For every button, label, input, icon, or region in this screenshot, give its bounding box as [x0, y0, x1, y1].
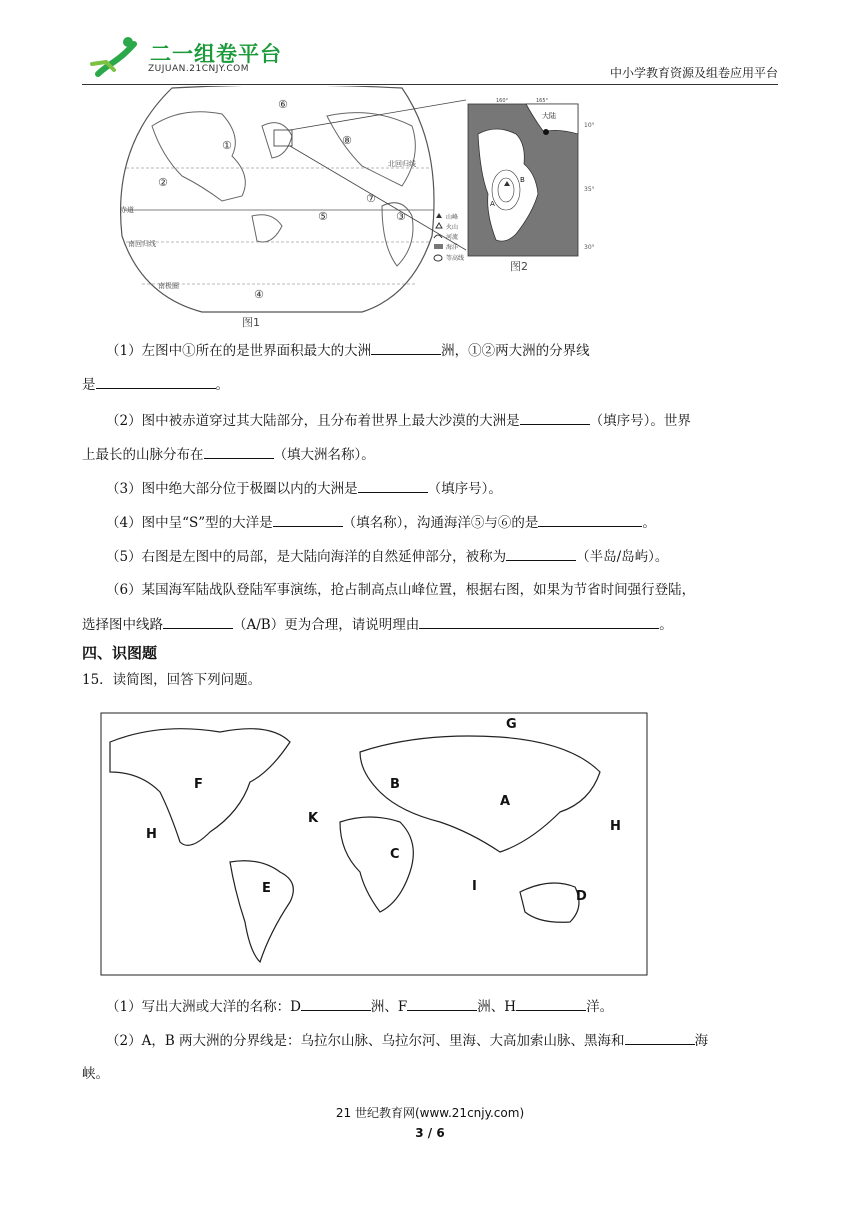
answer-blank[interactable]: [163, 614, 233, 629]
answer-blank[interactable]: [358, 478, 428, 493]
answer-blank[interactable]: [516, 996, 586, 1011]
q14-2-line2: 上最长的山脉分布在 （填大洲名称）。: [82, 444, 375, 465]
header-divider: [82, 84, 778, 85]
runner-logo-icon: [88, 34, 148, 82]
map1-label-1: ①: [222, 139, 232, 152]
map1-label-5: ⑤: [318, 210, 328, 223]
q14-3: （3）图中绝大部分位于极圈以内的大洲是 （填序号）。: [106, 478, 502, 499]
map2-mainland-label: 大陆: [542, 112, 556, 120]
map3-label-g: G: [506, 717, 517, 732]
q14-5: （5）右图是左图中的局部，是大陆向海洋的自然延伸部分，被称为 （半岛/岛屿）。: [106, 546, 668, 567]
svg-text:等高线: 等高线: [446, 255, 465, 262]
q14-6-line1: （6）某国海军陆战队登陆军事演练，抢占制高点山峰位置，根据右图，如果为节省时间强行登陆，: [106, 582, 696, 598]
map1-label-4: ④: [254, 288, 264, 301]
map3-label-e: E: [262, 881, 271, 896]
svg-text:165°: 165°: [536, 98, 549, 104]
map2-route-a: A: [490, 200, 495, 208]
map1-label-7: ⑦: [366, 192, 376, 205]
header-tagline: 中小学教育资源及组卷应用平台: [609, 66, 778, 80]
figure-1-caption: 图1: [242, 316, 260, 329]
map1-equator-label: 赤道: [120, 206, 134, 214]
map1-label-6: ⑥: [278, 98, 288, 111]
map3-label-c: C: [390, 847, 400, 862]
q14-2-line1: （2）图中被赤道穿过其大陆部分，且分布着世界上最大沙漠的大洲是 （填序号）。世界: [106, 410, 691, 431]
map1-label-8: ⑧: [342, 134, 352, 147]
svg-text:山峰: 山峰: [446, 214, 459, 221]
q14-6-line2: 选择图中线路 （A/B）更为合理，请说明理由 。: [82, 614, 673, 635]
answer-blank[interactable]: [96, 374, 216, 389]
answer-blank[interactable]: [407, 996, 477, 1011]
answer-blank[interactable]: [204, 444, 274, 459]
logo-subtitle: ZUJUAN.21CNJY.COM: [148, 64, 250, 74]
map3-label-k: K: [308, 811, 319, 826]
map3-label-d: D: [576, 889, 587, 904]
answer-blank[interactable]: [520, 410, 590, 425]
svg-text:火山: 火山: [446, 224, 459, 231]
answer-blank[interactable]: [506, 546, 576, 561]
answer-blank[interactable]: [625, 1030, 695, 1045]
map1-label-2: ②: [158, 176, 168, 189]
page-number: 3 / 6: [415, 1126, 445, 1140]
q14-1-line2: 是 。: [82, 374, 229, 395]
logo-title: 二一组卷平台: [150, 42, 282, 66]
q14-4: （4）图中呈“S”型的大洋是 （填名称），沟通海洋⑤与⑥的是 。: [106, 512, 656, 533]
q15-1: （1）写出大洲或大洋的名称：D 洲、F 洲、H 洋。: [106, 996, 613, 1017]
q15-2-line2: 峡。: [82, 1066, 109, 1082]
answer-blank[interactable]: [419, 614, 659, 629]
section-4-title: 四、识图题: [82, 644, 158, 662]
svg-text:海洋: 海洋: [446, 244, 459, 251]
map2-deg-right-1: 10°: [584, 122, 595, 129]
map1-n-tropic-label: 北回归线: [388, 160, 416, 168]
map1-label-3: ③: [396, 210, 406, 223]
map2-route-b: B: [520, 176, 525, 184]
map2-deg-right-2: 35°: [584, 186, 595, 193]
map3-label-h-right: H: [610, 819, 621, 834]
map1-s-tropic-label: 南回归线: [128, 240, 156, 248]
answer-blank[interactable]: [273, 512, 343, 527]
svg-text:160°: 160°: [496, 98, 509, 104]
map3-label-a: A: [500, 794, 511, 809]
answer-blank[interactable]: [538, 512, 642, 527]
zoom-map-figure-2: [466, 94, 584, 274]
map3-label-i: I: [472, 879, 477, 894]
world-sketch-map: [100, 712, 650, 978]
footer-site: 21 世纪教育网(www.21cnjy.com): [335, 1106, 525, 1120]
answer-blank[interactable]: [371, 340, 441, 355]
map3-label-f: F: [194, 777, 203, 792]
map1-s-polar-label: 南极圈: [158, 282, 179, 290]
figure-2-caption: 图2: [510, 260, 528, 273]
svg-text:河流: 河流: [446, 234, 459, 241]
map3-label-b: B: [390, 777, 400, 792]
answer-blank[interactable]: [301, 996, 371, 1011]
q15-2-line1: （2）A，B 两大洲的分界线是：乌拉尔山脉、乌拉尔河、里海、大高加索山脉、黑海和 海: [106, 1030, 708, 1051]
map3-label-h-left: H: [146, 827, 157, 842]
q14-1-line1: （1）左图中①所在的是世界面积最大的大洲 洲，①②两大洲的分界线: [106, 340, 590, 361]
question-15-stem: 15．读简图，回答下列问题。: [82, 672, 262, 688]
map2-deg-right-3: 30°: [584, 244, 595, 251]
